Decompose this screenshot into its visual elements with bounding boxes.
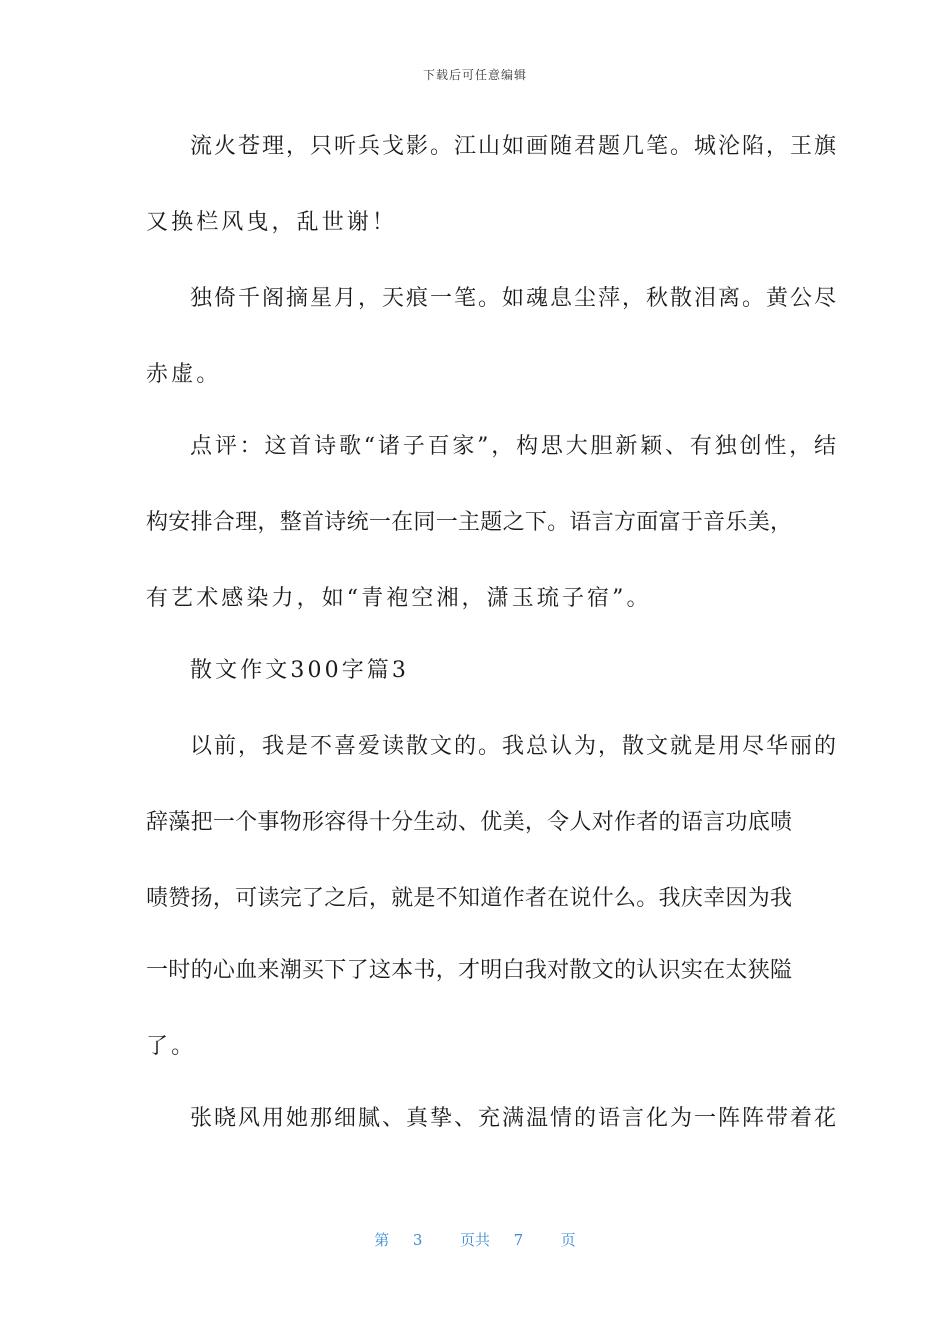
paragraph-line: 独倚千阁摘星月，天痕一笔。如魂息尘萍，秋散泪离。黄公尽: [190, 286, 836, 311]
paragraph-line: 张晓风用她那细腻、真挚、充满温情的语言化为一阵阵带着花: [190, 1106, 836, 1131]
footer-prefix: 第: [374, 1231, 390, 1249]
paragraph-line: 一时的心血来潮买下了这本书，才明白我对散文的认识实在太狭隘: [146, 958, 792, 983]
paragraph-line: 了。: [146, 1034, 197, 1059]
paragraph-line: 辞藻把一个事物形容得十分生动、优美，令人对作者的语言功底啧: [146, 810, 792, 835]
footer-middle: 页共: [459, 1231, 490, 1249]
footer-suffix: 页: [560, 1231, 576, 1249]
section-heading: 散文作文300字篇3: [190, 658, 409, 683]
page-footer: [0, 1229, 950, 1250]
paragraph-line: 啧赞扬，可读完了之后，就是不知道作者在说什么。我庆幸因为我: [146, 886, 792, 911]
footer-current-page: 3: [412, 1231, 423, 1249]
page-header: 下载后可任意编辑: [422, 68, 527, 82]
footer-total-pages: 7: [513, 1231, 524, 1249]
paragraph-line: 有艺术感染力，如“青袍空湘，潇玉琉子宿”。: [146, 586, 652, 611]
paragraph-line: 又换栏风曳，乱世谢！: [146, 210, 398, 235]
paragraph-line: 赤虚。: [146, 362, 222, 387]
paragraph-line: 点评：这首诗歌“诸子百家”，构思大胆新颖、有独创性，结: [190, 434, 836, 459]
paragraph-line: 流火苍理，只听兵戈影。江山如画随君题几笔。城沦陷，王旗: [190, 134, 836, 159]
paragraph-line: 构安排合理，整首诗统一在同一主题之下。语言方面富于音乐美，: [146, 510, 792, 535]
paragraph-line: 以前，我是不喜爱读散文的。我总认为，散文就是用尽华丽的: [190, 734, 836, 759]
